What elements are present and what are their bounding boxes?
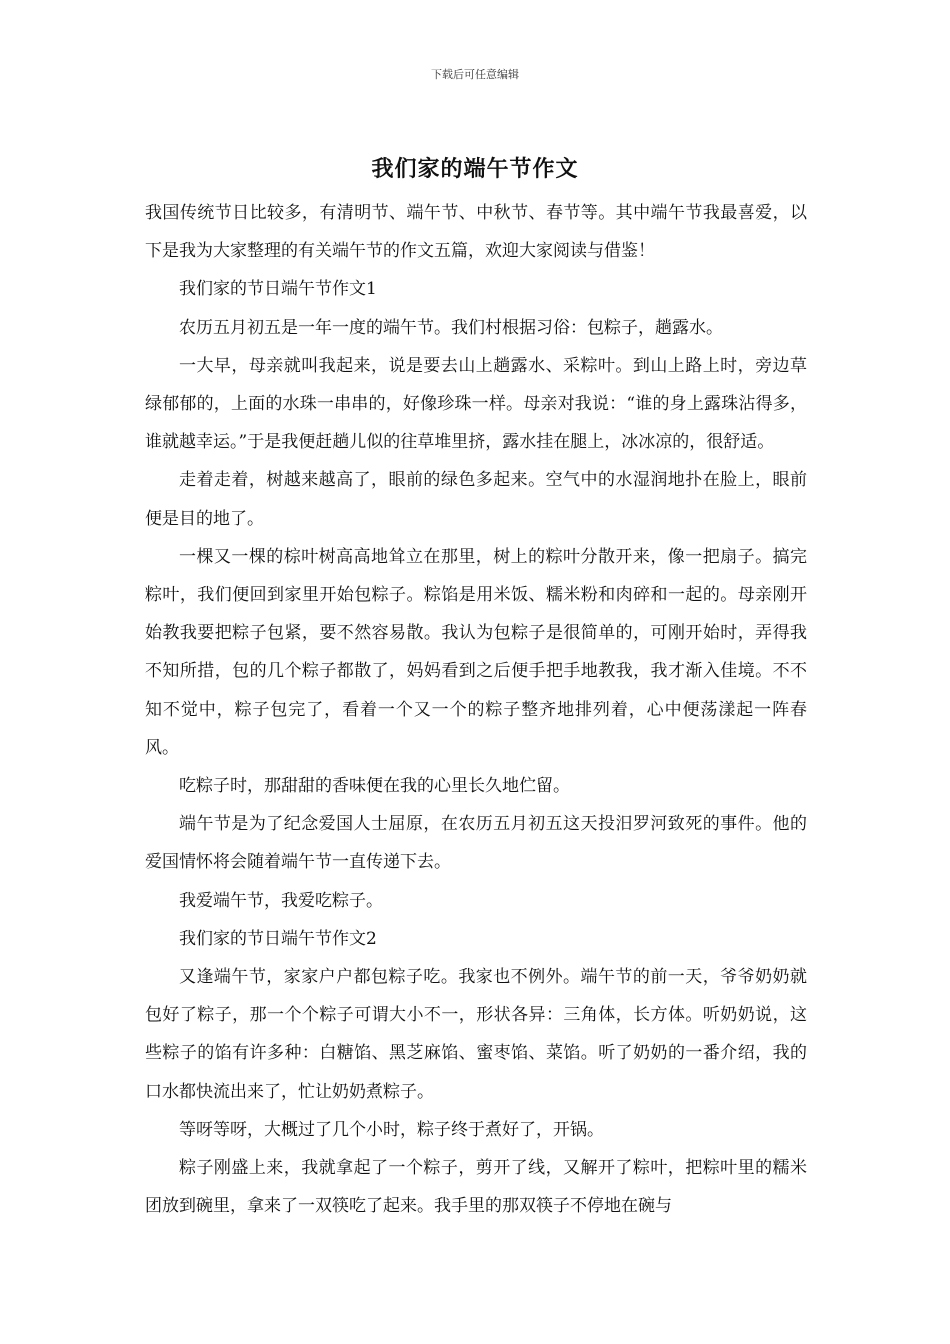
paragraph: 又逢端午节，家家户户都包粽子吃。我家也不例外。端午节的前一天，爷爷奶奶就包好了粽子，那一个个粽子可谓大小不一，形状各异：三角体，长方体。听奶奶说，这些粽子的馅有许多种：白糖馅、黑芝麻馅、蜜枣馅、菜馅。听了奶奶的一番介绍，我的口水都快流出来了，忙让奶奶煮粽子。: [145, 967, 807, 1102]
essay-heading-2: 我们家的节日端午节作文2: [179, 928, 377, 949]
document-title: 我们家的端午节作文: [371, 156, 579, 182]
paragraph: 一大早，母亲就叫我起来，说是要去山上趟露水、采粽叶。到山上路上时，旁边草绿郁郁的，上面的水珠一串串的，好像珍珠一样。母亲对我说：“谁的身上露珠沾得多，谁就越幸运。”于是我便赶趟儿似的往草堆里挤，露水挂在腿上，冰冰凉的，很舒适。: [145, 355, 807, 453]
paragraph: 粽子刚盛上来，我就拿起了一个粽子，剪开了线，又解开了粽叶，把粽叶里的糯米团放到碗里，拿来了一双筷吃了起来。我手里的那双筷子不停地在碗与: [145, 1158, 807, 1217]
essay-heading-1: 我们家的节日端午节作文1: [179, 279, 377, 300]
paragraph: 等呀等呀，大概过了几个小时，粽子终于煮好了，开锅。: [179, 1119, 604, 1140]
page-header-note: 下载后可任意编辑: [431, 68, 519, 81]
paragraph: 农历五月初五是一年一度的端午节。我们村根据习俗：包粽子，趟露水。: [179, 317, 723, 338]
paragraph: 一棵又一棵的棕叶树高高地耸立在那里，树上的粽叶分散开来，像一把扇子。搞完粽叶，我们便回到家里开始包粽子。粽馅是用米饭、糯米粉和肉碎和一起的。母亲刚开始教我要把粽子包紧，要不然容易散。我认为包粽子是很简单的，可刚开始时，弄得我不知所措，包的几个粽子都散了，妈妈看到之后便手把手地教我，我才渐入佳境。不不知不觉中，粽子包完了，看着一个又一个的粽子整齐地排列着，心中便荡漾起一阵春风。: [145, 546, 807, 758]
paragraph: 端午节是为了纪念爱国人士屈原，在农历五月初五这天投汨罗河致死的事件。他的爱国情怀将会随着端午节一直传递下去。: [145, 814, 807, 873]
paragraph: 吃粽子时，那甜甜的香味便在我的心里长久地伫留。: [179, 776, 570, 797]
paragraph-intro: 我国传统节日比较多，有清明节、端午节、中秋节、春节等。其中端午节我最喜爱，以下是我为大家整理的有关端午节的作文五篇，欢迎大家阅读与借鉴！: [145, 203, 807, 262]
paragraph: 我爱端午节，我爱吃粽子。: [179, 890, 383, 911]
document-body: [145, 194, 807, 1225]
paragraph: 走着走着，树越来越高了，眼前的绿色多起来。空气中的水湿润地扑在脸上，眼前便是目的地了。: [145, 470, 807, 529]
